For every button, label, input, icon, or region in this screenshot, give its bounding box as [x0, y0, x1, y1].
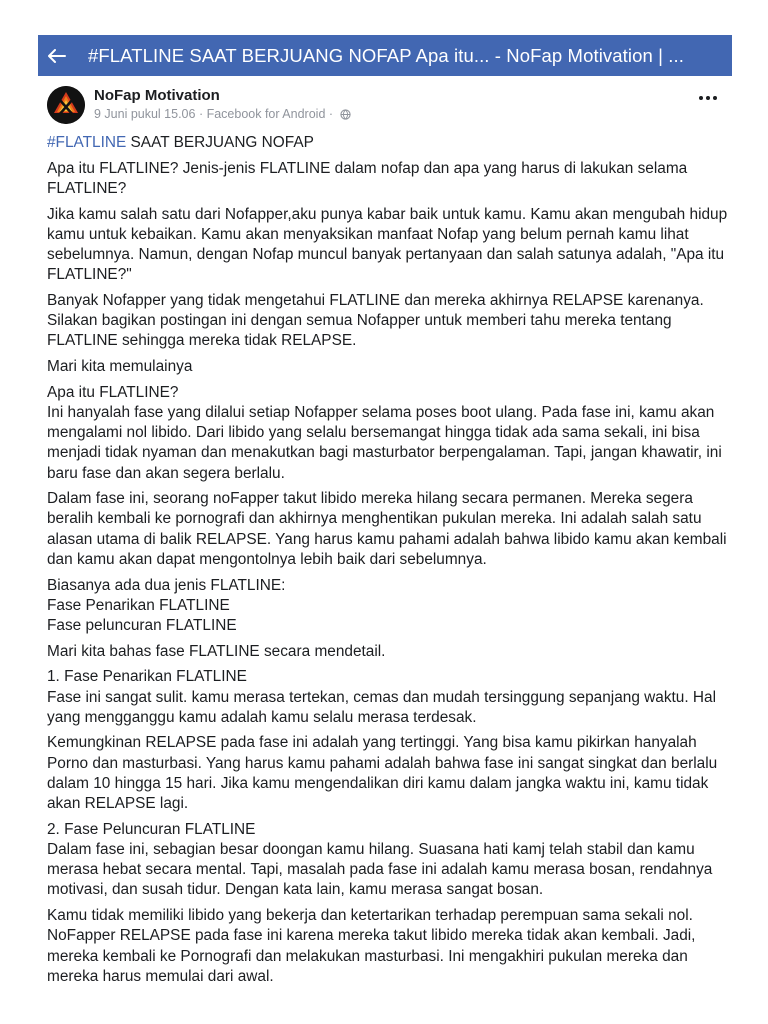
post-paragraph: Apa itu FLATLINE? Jenis-jenis FLATLINE dalam nofap dan apa yang harus di lakukan selama FLATLINE?	[47, 159, 688, 197]
globe-icon	[340, 109, 351, 120]
page-name[interactable]: NoFap Motivation	[94, 87, 220, 104]
post-meta	[94, 107, 351, 121]
post-paragraph: 1. Fase Penarikan FLATLINE Fase ini sangat sulit. kamu merasa tertekan, cemas dan mudah tersinggung sepanjang waktu. Hal yang mengganggu kamu adalah kamu selalu merasa terdesak.	[47, 668, 717, 726]
post-paragraph: Kamu tidak memiliki libido yang bekerja dan ketertarikan terhadap perempuan sama sekali nol. NoFapper RELAPSE pada fase ini karena mereka takut libido mereka tidak akan kembali. Jadi, mereka kembali ke Pornografi dan melakukan masturbasi. Ini mengakhiri pukulan mereka dan mereka harus memulai dari awal.	[47, 907, 696, 985]
nofap-logo-icon	[47, 86, 85, 124]
more-options-icon	[699, 96, 703, 100]
back-button[interactable]	[38, 35, 76, 76]
hashtag-link[interactable]: #FLATLINE	[47, 134, 127, 151]
post-heading	[47, 133, 737, 153]
more-options-button[interactable]	[696, 88, 720, 108]
post-paragraph: 2. Fase Peluncuran FLATLINE Dalam fase ini, sebagian besar doongan kamu hilang. Suasana hati kamj telah stabil dan kamu merasa hebat secara mental. Tapi, masalah pada fase ini adalah kamu merasa bosan, rendahnya motivasi, dan susah tidur. Dengan kata lain, kamu merasa sangat bosan.	[47, 820, 713, 899]
app-bar	[38, 35, 732, 76]
post-paragraph: Mari kita bahas fase FLATLINE secara mendetail.	[47, 642, 386, 660]
page-title: #FLATLINE SAAT BERJUANG NOFAP Apa itu... - NoFap Motivation | ...	[88, 44, 684, 66]
post-paragraph: Kemungkinan RELAPSE pada fase ini adalah yang tertinggi. Yang bisa kamu pikirkan hanyalah Porno dan masturbasi. Yang harus kamu pahami adalah bahwa fase ini sangat singkat dan berlalu dalam 10 hingga 15 hari. Jika kamu mengendalikan diri kamu dalam jangka waktu ini, kamu tidak akan RELAPSE lagi.	[47, 734, 718, 813]
post-paragraph: Banyak Nofapper yang tidak mengetahui FLATLINE dan mereka akhirnya RELAPSE karenanya. Silakan bagikan postingan ini dengan semua Nofapper untuk memberi tahu mereka tentang FLATLINE sehingga mereka tidak RELAPSE.	[47, 291, 704, 350]
post-paragraph: Biasanya ada dua jenis FLATLINE: Fase Penarikan FLATLINE Fase peluncuran FLATLINE	[47, 576, 286, 634]
post-paragraphs	[47, 159, 737, 987]
post-paragraph: Mari kita memulainya	[47, 358, 193, 376]
post-paragraph: Apa itu FLATLINE? Ini hanyalah fase yang dilalui setiap Nofapper selama poses boot ulang. Pada fase ini, kamu akan mengalami nol libido. Dari libido yang selalu bersemangat hingga tidak ada sama sekali, ini bisa menjadi tidak nyaman dan menakutkan bagi masturbator berpengalaman. Tapi, jangan khawatir, ini baru fase dan akan segera berlalu.	[47, 383, 722, 482]
avatar[interactable]	[47, 86, 85, 124]
post-body	[47, 133, 737, 992]
post-header	[47, 86, 732, 126]
post-paragraph: Dalam fase ini, seorang noFapper takut libido mereka hilang secara permanen. Mereka segera beralih kembali ke pornografi dan akhirnya menghentikan pukulan mereka. Ini adalah salah satu alasan utama di balik RELAPSE. Yang harus kamu pahami adalah bahwa libido kamu akan kembali dan kamu akan dapat mengontolnya lebih baik dari sebelumnya.	[47, 490, 727, 568]
back-arrow-icon	[48, 49, 66, 63]
post-heading-text: SAAT BERJUANG NOFAP	[126, 134, 314, 151]
post-timestamp: 9 Juni pukul 15.06 · Facebook for Android ·	[94, 107, 334, 121]
post-paragraph: Jika kamu salah satu dari Nofapper,aku punya kabar baik untuk kamu. Kamu akan mengubah hidup kamu untuk kebaikan. Kamu akan menyaksikan manfaat Nofap yang belum pernah kamu lihat sebelumnya. Namun, dengan Nofap muncul banyak pertanyaan dan salah satunya adalah, "Apa itu FLATLINE?"	[47, 205, 728, 284]
